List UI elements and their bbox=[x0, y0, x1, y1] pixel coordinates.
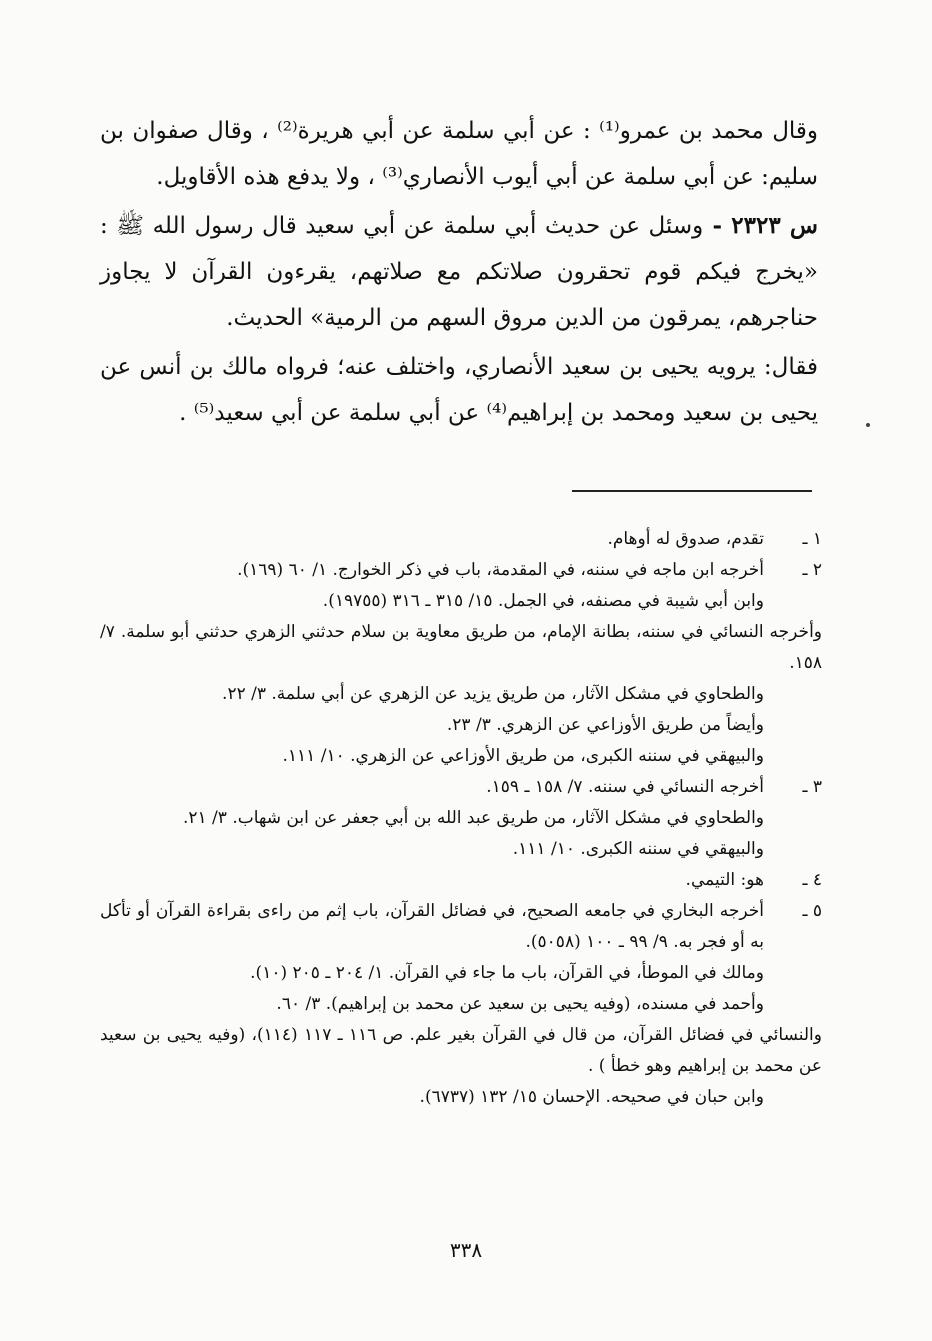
footnote-line: والنسائي في فضائل القرآن، من قال في القرآن بغير علم. ص ١١٦ ـ ١١٧ (١١٤)، (وفيه يحيى بن سعيد عن محمد بن إبراهيم وهو خطأ ) . bbox=[100, 1025, 822, 1076]
footnote-line: وأخرجه النسائي في سننه، بطانة الإمام، من طريق معاوية بن سلام حدثني الزهري حدثني أبو سلمة. ٧/ ١٥٨. bbox=[100, 622, 822, 673]
footnote-3 bbox=[100, 772, 822, 865]
footnote-1 bbox=[100, 524, 822, 555]
footnote-line: أخرجه ابن ماجه في سننه، في المقدمة، باب في ذكر الخوارج. ١/ ٦٠ (١٦٩). bbox=[237, 560, 764, 580]
footnote-divider bbox=[572, 490, 812, 492]
footnote-line: هو: التيمي. bbox=[685, 870, 764, 890]
footnote-4 bbox=[100, 865, 822, 896]
footnote-line: والطحاوي في مشكل الآثار، من طريق عبد الله بن أبي جعفر عن ابن شهاب. ٣/ ٢١. bbox=[182, 808, 764, 828]
footnote-line: تقدم، صدوق له أوهام. bbox=[607, 529, 764, 549]
paragraph-2 bbox=[100, 203, 818, 341]
footnote-line: أخرجه النسائي في سننه. ٧/ ١٥٨ ـ ١٥٩. bbox=[486, 777, 764, 797]
footnote-line: والطحاوي في مشكل الآثار، من طريق يزيد عن الزهري عن أبي سلمة. ٣/ ٢٢. bbox=[222, 684, 764, 704]
footnotes bbox=[100, 524, 822, 1113]
footnote-5 bbox=[100, 896, 822, 1113]
footnote-line: أخرجه البخاري في جامعه الصحيح، في فضائل القرآن، باب إثم من راءى بقراءة القرآن أو تأكل به أو فجر به. ٩/ ٩٩ ـ ١٠٠ (٥٠٥٨). bbox=[100, 901, 764, 952]
footnote-line: وأيضاً من طريق الأوزاعي عن الزهري. ٣/ ٢٣. bbox=[446, 715, 764, 735]
page-number: ٣٣٨ bbox=[449, 1238, 483, 1262]
footnote-line: والبيهقي في سننه الكبرى، من طريق الأوزاعي عن الزهري. ١٠/ ١١١. bbox=[282, 746, 764, 766]
footnote-line: وابن أبي شيبة في مصنفه، في الجمل. ١٥/ ٣١٥ ـ ٣١٦ (١٩٧٥٥). bbox=[322, 591, 764, 611]
footnote-number: ٥ ـ bbox=[802, 901, 822, 921]
footnote-2 bbox=[100, 555, 822, 772]
paragraph-3: فقال: يرويه يحيى بن سعيد الأنصاري، واختلف عنه؛ فرواه مالك بن أنس عن يحيى بن سعيد ومحمد بن إبراهيم⁽⁴⁾ عن أبي سلمة عن أبي سعيد⁽⁵⁾ . bbox=[100, 354, 818, 426]
paragraph-1: وقال محمد بن عمرو⁽¹⁾ : عن أبي سلمة عن أبي هريرة⁽²⁾ ، وقال صفوان بن سليم: عن أبي سلمة عن أبي أيوب الأنصاري⁽³⁾ ، ولا يدفع هذه الأقاويل. bbox=[100, 118, 819, 190]
footnote-number: ٤ ـ bbox=[802, 870, 822, 890]
footnote-line: ومالك في الموطأ، في القرآن، باب ما جاء في القرآن. ١/ ٢٠٤ ـ ٢٠٥ (١٠). bbox=[250, 963, 764, 983]
footnote-number: ١ ـ bbox=[802, 529, 822, 549]
footnote-line: وأحمد في مسنده، (وفيه يحيى بن سعيد عن محمد بن إبراهيم). ٣/ ٦٠. bbox=[276, 994, 764, 1014]
footnote-line: والبيهقي في سننه الكبرى. ١٠/ ١١١. bbox=[512, 839, 764, 859]
footnote-number: ٣ ـ bbox=[802, 777, 822, 797]
paragraph-2-text: وسئل عن حديث أبي سلمة عن أبي سعيد قال رسول الله ﷺ : «يخرج فيكم قوم تحقرون صلاتكم مع صلاتهم، يقرءون القرآن لا يجاوز حناجرهم، يمرقون من الدين مروق السهم من الرمية» الحديث. bbox=[100, 213, 818, 331]
footnote-number: ٢ ـ bbox=[802, 560, 822, 580]
main-text bbox=[100, 108, 818, 436]
margin-mark bbox=[866, 423, 870, 427]
footnote-line: وابن حبان في صحيحه. الإحسان ١٥/ ١٣٢ (٦٧٣٧). bbox=[419, 1087, 764, 1107]
question-number: س ٢٣٢٣ - bbox=[703, 212, 819, 239]
